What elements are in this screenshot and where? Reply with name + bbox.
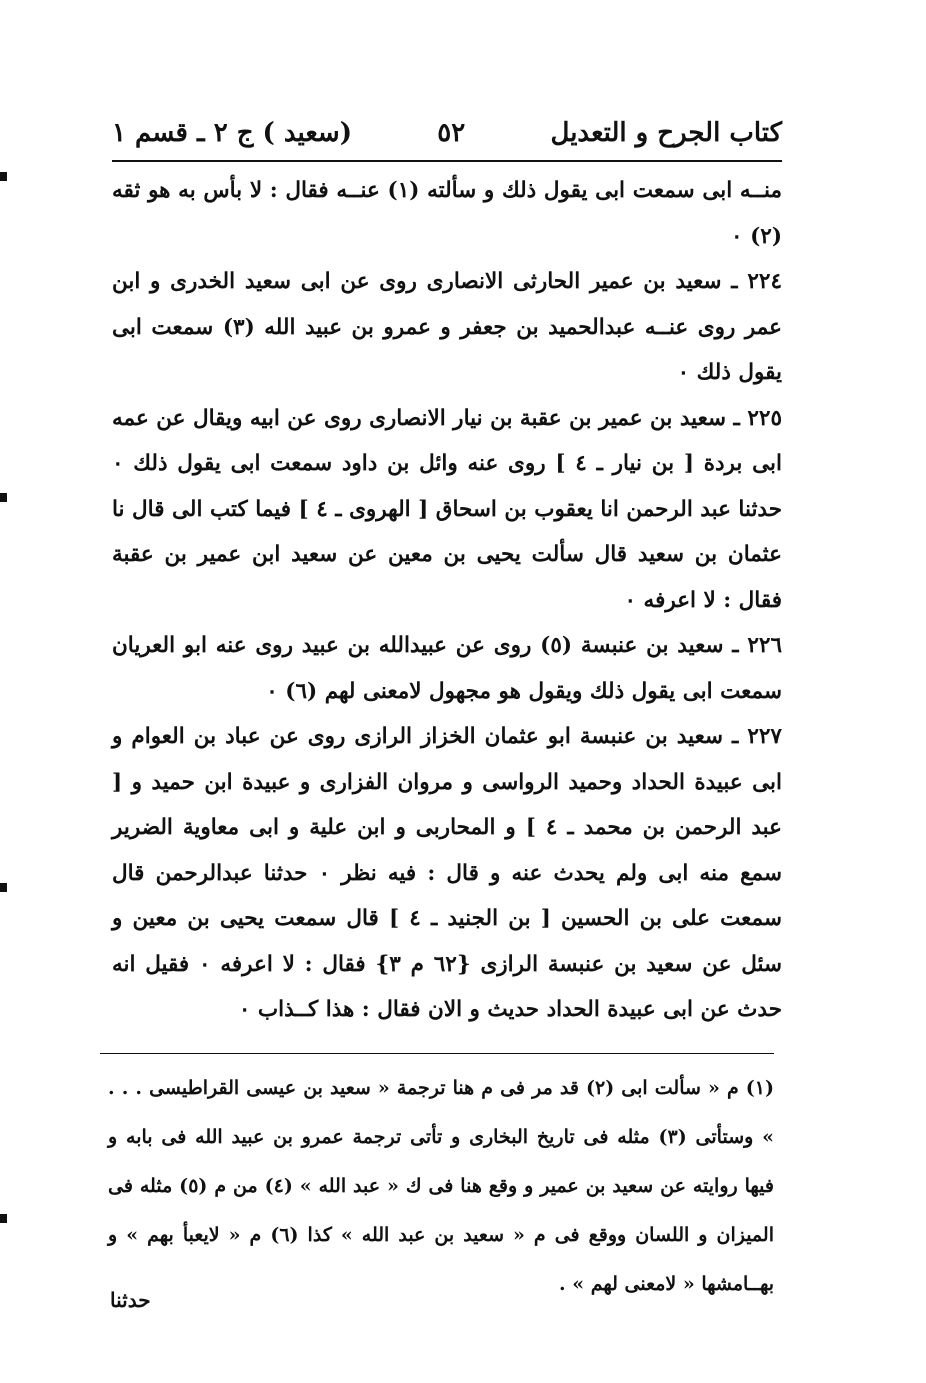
footnotes-text: (١) م « سألت ابى (٢) قد مر فى م هنا ترجمة « سعيد بن عيسى القراطيسى . . . » وستأتى (٣) مثله فى تاريخ البخارى و تأتى ترجمة عمرو بن عبيد الله فى بابه و فيها روايته عن سعيد بن عمير و وقع هنا فى ك « عبد الله » (٤) من م (٥) مثله فى الميزان و اللسان ووقع فى م « سعيد بن عبد الله » كذا (٦) م « لايعبأ بهم » و بهــامشها « لامعنى لهم » .: [108, 1077, 775, 1295]
entry-text: ـ سعيد بن عنبسة ابو عثمان الخزاز الرازى روى عن عباد بن العوام و ابى عبيدة الحداد وحميد الرواسى و مروان الفزارى و عبيدة ابن حميد و [ عبد الرحمن بن محمد ـ ٤ ] و المحاربى و ابن علية و ابى معاوية الضرير سمع منه ابى ولم يحدث عنه و قال : فيه نظر ٠ حدثنا عبدالرحمن قال سمعت على بن الحسين [ بن الجنيد ـ ٤ ] قال سمعت يحيى بن معين و سئل عن سعيد بن عنبسة الرازى {٦٢ م ٣} فقال : لا اعرفه ٠ فقيل انه حدث عن ابى عبيدة الحداد حديث و الان فقال : هذا كــذاب ٠: [112, 724, 782, 1022]
entry-number: ٢٢٥: [747, 405, 782, 431]
entry-number: ٢٢٧: [747, 724, 782, 749]
running-header: [112, 110, 782, 156]
main-text: [112, 168, 782, 1033]
margin-mark: [0, 883, 7, 892]
footnote-rule: [100, 1053, 774, 1054]
entry-225: [112, 396, 782, 624]
header-rule: [112, 160, 782, 162]
entry-224: [112, 259, 782, 396]
entry-text: ـ سعيد بن عنبسة (٥) روى عن عبيدالله بن عبيد روى عنه ابو العريان سمعت ابى يقول ذلك ويقول هو مجهول لامعنى لهم (٦) ٠: [112, 633, 782, 704]
margin-mark: [0, 1214, 7, 1223]
catchword: حدثنا: [110, 1288, 151, 1312]
entry-227: [112, 714, 782, 1033]
margin-mark: [0, 493, 7, 502]
margin-mark: [0, 172, 7, 181]
header-section: (سعيد ) ج ٢ ـ قسم ١: [112, 118, 353, 148]
entry-text: ـ سعيد بن عمير الحارثى الانصارى روى عن ابى سعيد الخدرى و ابن عمر روى عنــه عبدالحميد بن جعفر و عمرو بن عبيد الله (٣) سمعت ابى يقول ذلك ٠: [112, 269, 783, 385]
entry-226: [112, 623, 782, 714]
continuation-paragraph: منــه ابى سمعت ابى يقول ذلك و سألته (١) عنــه فقال : لا بأس به هو ثقه (٢) ٠: [112, 178, 782, 249]
entry-number: ٢٢٤: [747, 269, 782, 294]
footnotes: [108, 1064, 774, 1309]
entry-text: ـ سعيد بن عمير بن عقبة بن نيار الانصارى روى عن ابيه ويقال عن عمه ابى بردة [ بن نيار ـ ٤ ] روى عنه وائل بن داود سمعت ابى يقول ذلك ٠ حدثنا عبد الرحمن انا يعقوب بن اسحاق [ الهروى ـ ٤ ] فيما كتب الى قال نا عثمان بن سعيد قال سألت يحيى بن معين عن سعيد ابن عمير بن عقبة فقال : لا اعرفه ٠: [112, 405, 783, 613]
header-title: كتاب الجرح و التعديل: [550, 118, 782, 148]
entry-number: ٢٢٦: [747, 633, 783, 658]
page-number: ٥٢: [437, 118, 466, 148]
